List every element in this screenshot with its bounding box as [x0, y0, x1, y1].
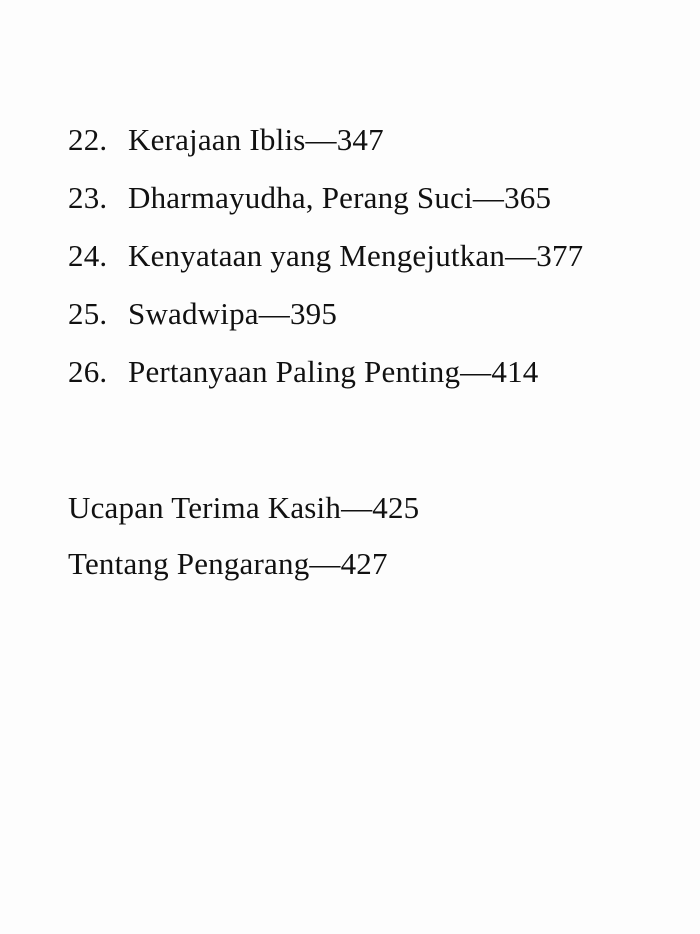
page-separator: —: [505, 238, 537, 273]
page-separator: —: [305, 122, 337, 157]
toc-entry-acknowledgements: [68, 490, 419, 546]
chapter-title: Pertanyaan Paling Penting: [128, 354, 461, 389]
page-number: 377: [536, 238, 584, 273]
chapter-title: Kenyataan yang Mengejutkan: [128, 238, 506, 273]
toc-entry-25: [68, 296, 583, 354]
page-separator: —: [258, 296, 290, 331]
toc-entry-24: [68, 238, 583, 296]
chapter-number: 26.: [68, 354, 108, 389]
toc-entry-26: [68, 354, 583, 412]
chapter-title: Dharmayudha, Perang Suci: [128, 180, 473, 215]
page-number: 414: [491, 354, 539, 389]
page-number: 395: [289, 296, 338, 331]
toc-entry-22: [68, 122, 583, 180]
page-number: 427: [340, 546, 388, 581]
page-number: 365: [504, 180, 552, 215]
page-separator: —: [472, 180, 505, 215]
chapter-number: 25.: [68, 296, 108, 331]
chapter-list: [68, 122, 583, 412]
entry-title: Tentang Pengarang: [68, 546, 310, 581]
page-number: 425: [372, 490, 420, 525]
chapter-title: Kerajaan Iblis: [128, 122, 306, 157]
page-separator: —: [460, 354, 492, 389]
chapter-title: Swadwipa: [128, 296, 259, 331]
back-matter-list: [68, 490, 419, 602]
toc-entry-about-author: [68, 546, 419, 602]
chapter-number: 23.: [68, 180, 108, 215]
page-separator: —: [309, 546, 341, 581]
toc-entry-23: [68, 180, 583, 238]
page-number: 347: [336, 122, 384, 157]
page-separator: —: [341, 490, 373, 525]
chapter-number: 22.: [68, 122, 108, 157]
chapter-number: 24.: [68, 238, 108, 273]
entry-title: Ucapan Terima Kasih: [68, 490, 342, 525]
